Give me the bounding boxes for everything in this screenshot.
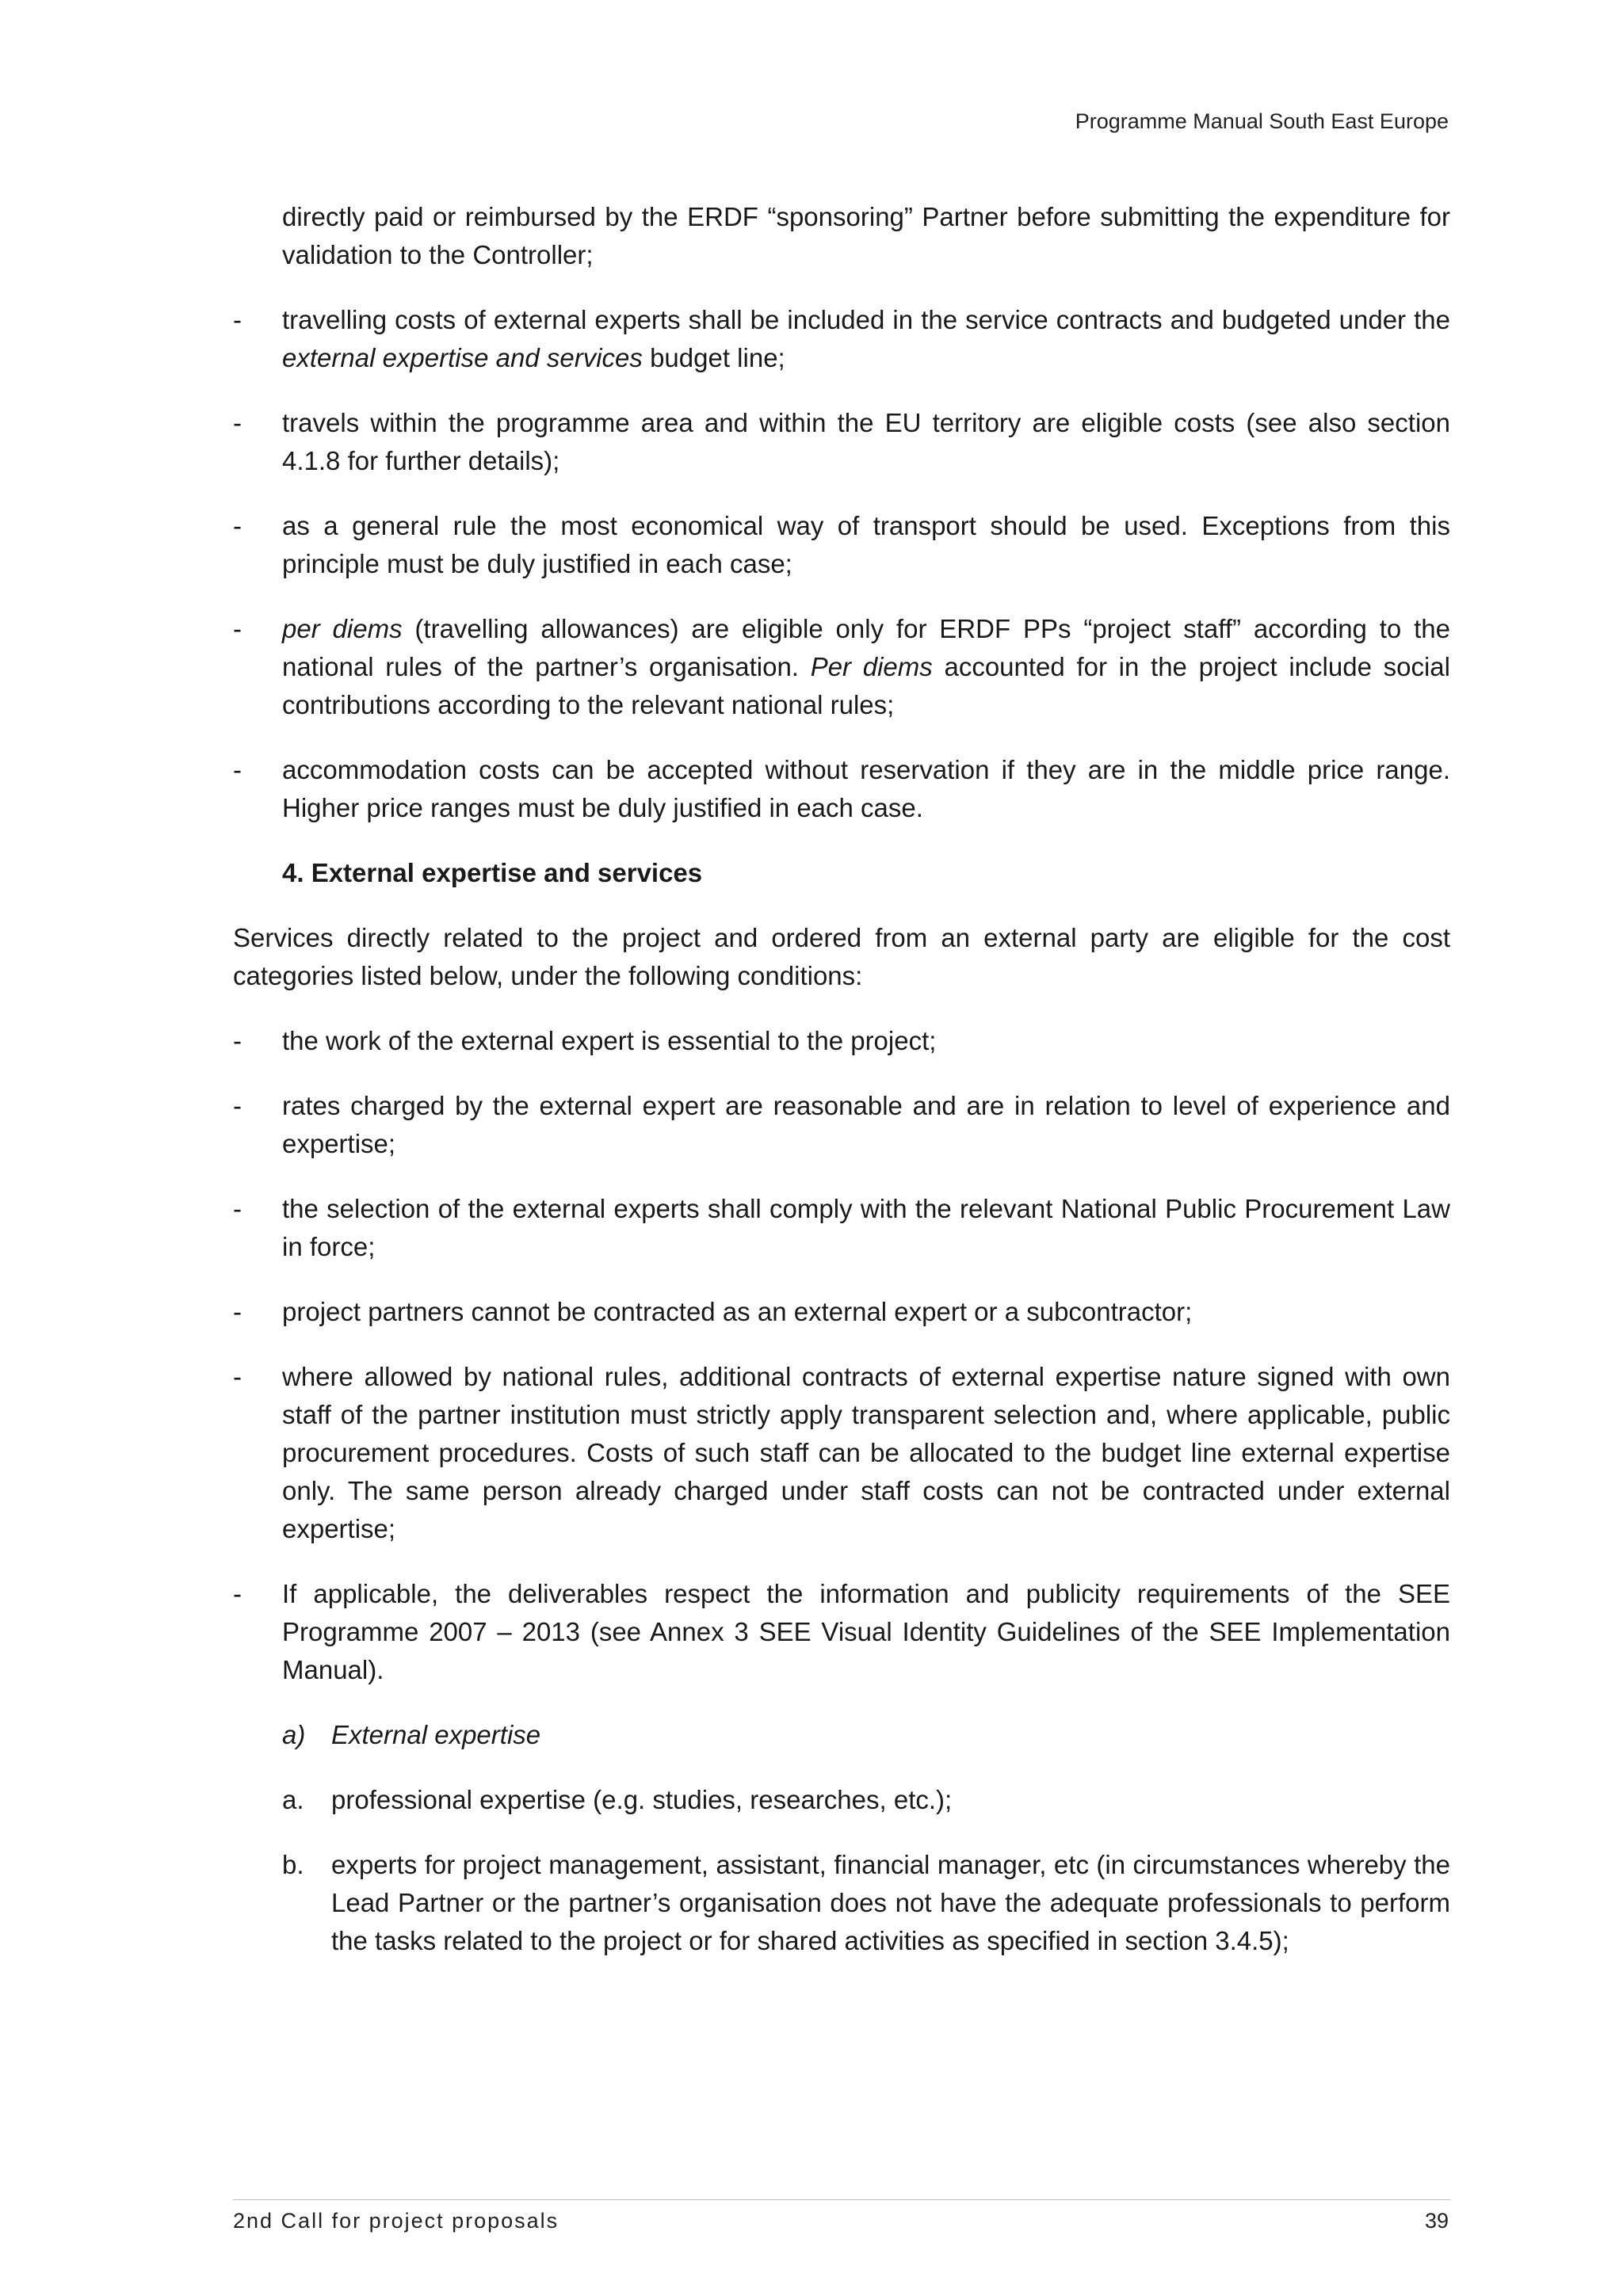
- bullet-dash: -: [233, 1091, 242, 1120]
- list-item: - accommodation costs can be accepted without reservation if they are in the middle price range. Higher price ranges must be duly justified in each case.: [233, 751, 1450, 827]
- list-item: - If applicable, the deliverables respect the information and publicity requirements of the SEE Programme 2007 – 2013 (see Annex 3 SEE Visual Identity Guidelines of the SEE Implementation Manual).: [233, 1575, 1450, 1689]
- bullet-dash: -: [233, 614, 242, 643]
- bullet-dash: -: [233, 305, 242, 334]
- list-item: - project partners cannot be contracted as an external expert or a subcontractor;: [233, 1293, 1450, 1331]
- bullet-dash: -: [233, 511, 242, 540]
- list-item: - the work of the external expert is essential to the project;: [233, 1022, 1450, 1060]
- bullet-dash: -: [233, 1026, 242, 1055]
- intro-paragraph: Services directly related to the project and ordered from an external party are eligible for the cost categories listed below, under the following conditions:: [233, 923, 1450, 990]
- list-item: - travelling costs of external experts shall be included in the service contracts and budgeted under the external expertise and services budget line;: [233, 301, 1450, 377]
- subsection-heading: [233, 1716, 1450, 1754]
- item-letter: a.: [282, 1785, 304, 1814]
- bullet-dash: -: [233, 755, 242, 784]
- bullet-dash: -: [233, 1297, 242, 1326]
- page-number: 39: [1424, 2209, 1449, 2233]
- page-body: [233, 198, 1450, 1987]
- list-item: - rates charged by the external expert are reasonable and are in relation to level of experience and expertise;: [233, 1087, 1450, 1163]
- list-item: - travels within the programme area and within the EU territory are eligible costs (see also section 4.1.8 for further details);: [233, 404, 1450, 480]
- list-item: - as a general rule the most economical way of transport should be used. Exceptions from this principle must be duly justified in each case;: [233, 507, 1450, 583]
- subsection-number: a): [282, 1720, 306, 1749]
- continued-paragraph: directly paid or reimbursed by the ERDF “sponsoring” Partner before submitting the expenditure for validation to the Controller;: [282, 202, 1450, 269]
- list-item: - where allowed by national rules, additional contracts of external expertise nature signed with own staff of the partner institution must strictly apply transparent selection and, where applicable, public procurement procedures. Costs of such staff can be allocated to the budget line external expertise only. The same person already charged under staff costs can not be contracted under external expertise;: [233, 1358, 1450, 1548]
- section-heading: 4. External expertise and services: [282, 858, 703, 887]
- bullet-dash: -: [233, 1579, 242, 1608]
- list-item: - per diems (travelling allowances) are eligible only for ERDF PPs “project staff” according to the national rules of the partner’s organisation. Per diems accounted for in the project include social contributions according to the relevant national rules;: [233, 610, 1450, 724]
- bullet-dash: -: [233, 1362, 242, 1391]
- list-item: - the selection of the external experts shall comply with the relevant National Public Procurement Law in force;: [233, 1190, 1450, 1266]
- footer-divider: [233, 2199, 1450, 2200]
- lettered-item: a. professional expertise (e.g. studies, researches, etc.);: [233, 1781, 1450, 1819]
- subsection-title: External expertise: [331, 1720, 541, 1749]
- running-header: Programme Manual South East Europe: [1075, 109, 1449, 133]
- bullet-dash: -: [233, 1194, 242, 1223]
- bullet-dash: -: [233, 408, 242, 437]
- lettered-item: b. experts for project management, assistant, financial manager, etc (in circumstances whereby the Lead Partner or the partner’s organisation does not have the adequate professionals to perform the tasks related to the project or for shared activities as specified in section 3.4.5);: [233, 1846, 1450, 1960]
- footer-title: 2nd Call for project proposals: [233, 2209, 559, 2233]
- item-letter: b.: [282, 1850, 304, 1879]
